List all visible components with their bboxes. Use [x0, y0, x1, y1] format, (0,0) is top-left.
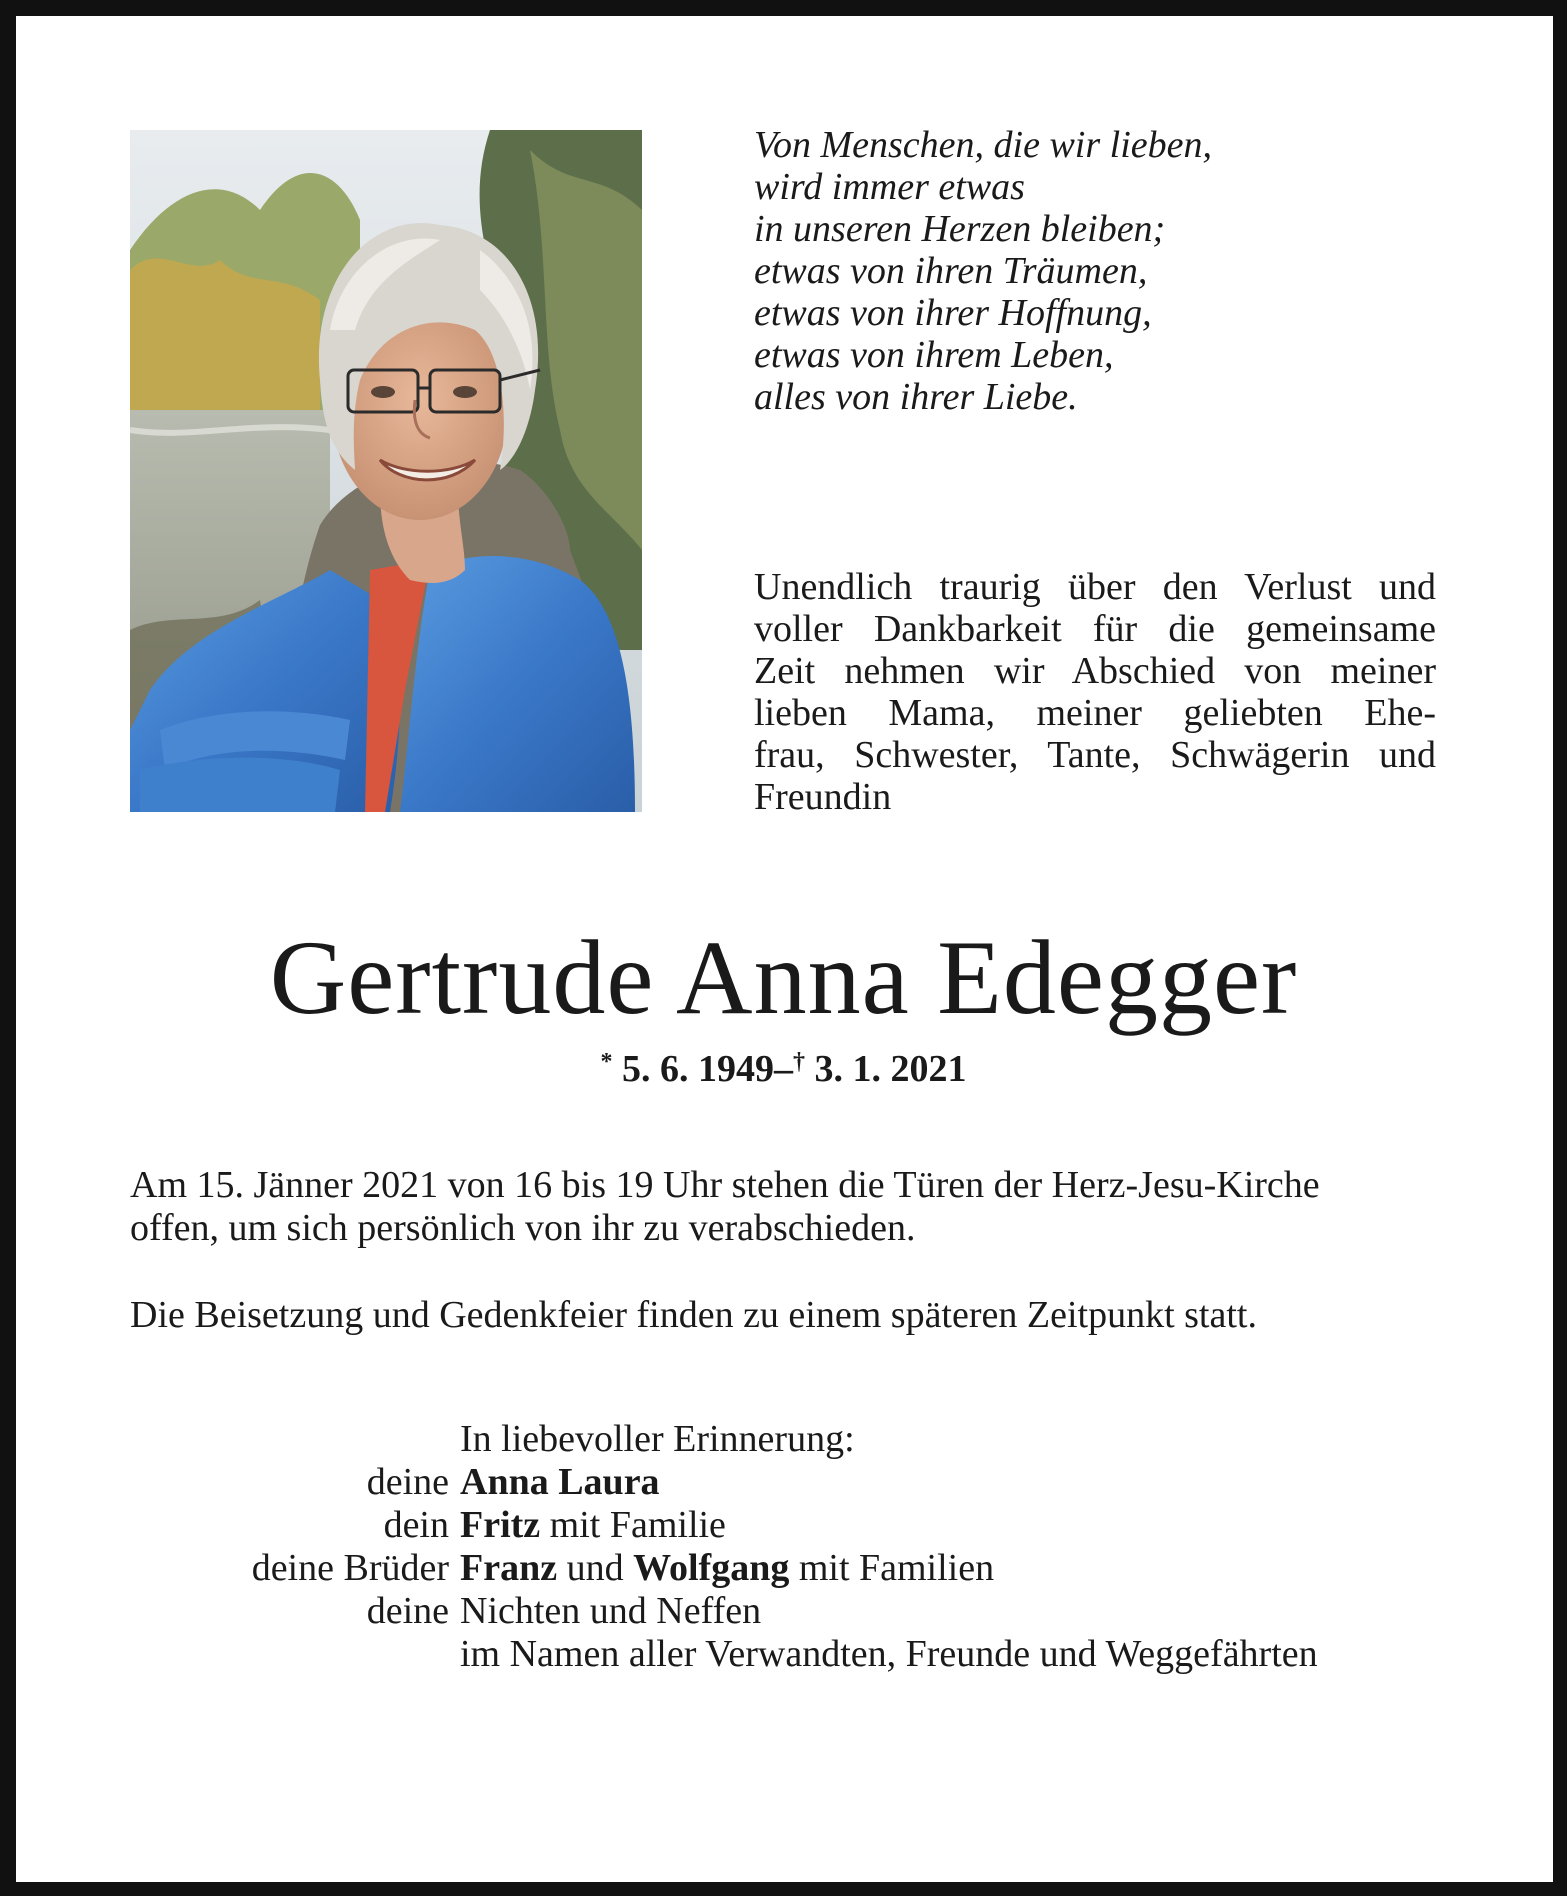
intro-line: lieben Mama, meiner geliebten Ehe-	[754, 692, 1436, 734]
mourner-row	[0, 1461, 1567, 1504]
poem-line: etwas von ihrem Leben,	[754, 334, 1114, 376]
mourner-suffix: mit Familien	[789, 1547, 995, 1589]
mourner-suffix: im Namen aller Verwandten, Freunde und Weggefährten	[460, 1633, 1318, 1675]
mourner-names	[460, 1461, 660, 1504]
poem-line: Von Menschen, die wir lieben,	[754, 124, 1213, 166]
portrait-photo-image	[130, 130, 642, 812]
intro-line: frau, Schwester, Tante, Schwägerin und	[754, 734, 1436, 776]
farewell-notice	[130, 1164, 1440, 1337]
burial-notice: Die Beisetzung und Gedenkfeier finden zu einem späteren Zeitpunkt statt.	[130, 1294, 1257, 1336]
intro-line: Unendlich traurig über den Verlust und	[754, 566, 1436, 608]
intro-line: voller Dankbarkeit für die gemeinsame	[754, 608, 1436, 650]
poem-line: in unseren Herzen bleiben;	[754, 208, 1166, 250]
date-separator: –	[774, 1048, 793, 1090]
notice-line: offen, um sich persönlich von ihr zu verabschieden.	[130, 1207, 916, 1249]
poem	[754, 124, 1454, 418]
mourner-row	[0, 1590, 1567, 1633]
poem-line: etwas von ihrer Hoffnung,	[754, 292, 1152, 334]
mourner-suffix: Nichten und Neffen	[460, 1590, 762, 1632]
intro-line: Freundin	[754, 776, 892, 818]
life-dates	[0, 1040, 1567, 1091]
mourner-names	[460, 1504, 726, 1547]
mourner-relation: dein	[383, 1504, 449, 1546]
intro-line: Zeit nehmen wir Abschied von meiner	[754, 650, 1436, 692]
intro-text	[754, 566, 1436, 818]
death-date: 3. 1. 2021	[814, 1048, 967, 1090]
mourner-connector: und	[557, 1547, 634, 1589]
death-symbol: †	[793, 1049, 805, 1075]
poem-line: alles von ihrer Liebe.	[754, 376, 1078, 418]
poem-line: etwas von ihren Träumen,	[754, 250, 1148, 292]
mourner-names	[460, 1633, 1318, 1676]
mourner-names	[460, 1547, 994, 1590]
mourner-name: Franz	[460, 1547, 558, 1589]
mourner-name: Wolfgang	[633, 1547, 790, 1589]
mourner-names	[460, 1590, 761, 1633]
deceased-name: Gertrude Anna Edegger	[269, 919, 1298, 1036]
mourner-name: Anna Laura	[460, 1461, 660, 1503]
mourner-row	[0, 1633, 1567, 1676]
mourner-relation: deine	[366, 1590, 449, 1632]
mourner-row	[0, 1504, 1567, 1547]
birth-symbol: *	[600, 1049, 613, 1075]
notice-line: Am 15. Jänner 2021 von 16 bis 19 Uhr stehen die Türen der Herz-Jesu-Kirche	[130, 1164, 1320, 1206]
birth-date: 5. 6. 1949	[622, 1048, 774, 1090]
mourner-row	[0, 1547, 1567, 1590]
closing-heading: In liebevoller Erinnerung:	[460, 1418, 855, 1460]
mourner-relation: deine Brüder	[251, 1547, 449, 1589]
portrait-photo	[130, 130, 642, 812]
mourner-suffix: mit Familie	[540, 1504, 726, 1546]
mourner-relation: deine	[366, 1461, 449, 1503]
poem-line: wird immer etwas	[754, 166, 1025, 208]
mourner-name: Fritz	[460, 1504, 541, 1546]
